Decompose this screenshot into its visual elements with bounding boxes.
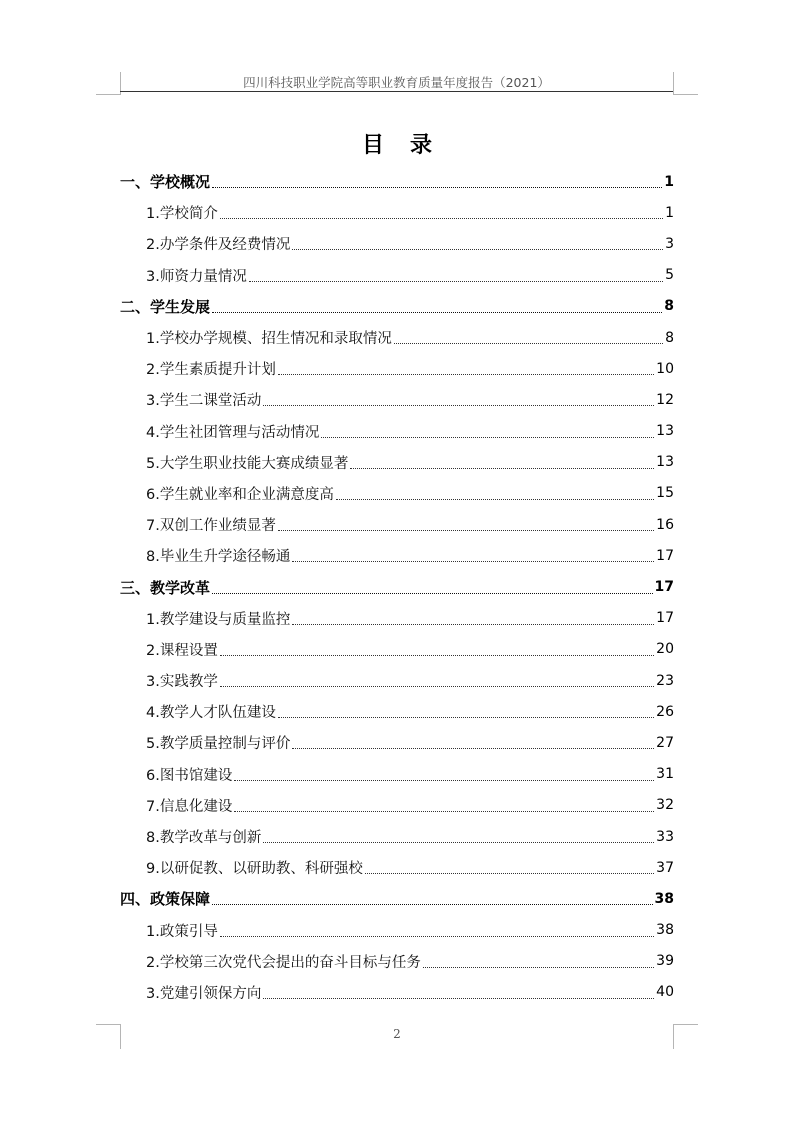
toc-dot-leader [292, 561, 654, 562]
toc-dot-leader [423, 967, 654, 968]
toc-entry-page-number: 12 [656, 391, 674, 408]
toc-entry-page-number: 39 [656, 953, 674, 970]
toc-entry-label: 5.大学生职业技能大赛成绩显著 [146, 455, 349, 472]
toc-dot-leader [212, 593, 653, 594]
toc-dot-leader [263, 842, 654, 843]
toc-entry-page-number: 20 [656, 641, 674, 658]
toc-subsection-entry[interactable] [120, 416, 674, 447]
toc-entry-label: 2.学校第三次党代会提出的奋斗目标与任务 [146, 954, 421, 971]
toc-dot-leader [394, 343, 663, 344]
toc-entry-page-number: 38 [654, 890, 674, 907]
page-number: 2 [393, 1027, 401, 1041]
table-of-contents [120, 166, 674, 1008]
toc-subsection-entry[interactable] [120, 665, 674, 696]
toc-entry-page-number: 8 [664, 298, 674, 315]
toc-entry-label: 6.图书馆建设 [146, 767, 233, 784]
toc-subsection-entry[interactable] [120, 977, 674, 1008]
toc-entry-label: 7.双创工作业绩显著 [146, 518, 276, 535]
toc-entry-label: 3.实践教学 [146, 674, 218, 691]
toc-entry-page-number: 8 [665, 329, 674, 346]
toc-dot-leader [234, 780, 654, 781]
toc-entry-page-number: 38 [656, 922, 674, 939]
toc-entry-label: 二、学生发展 [120, 297, 211, 316]
toc-entry-page-number: 27 [656, 734, 674, 751]
toc-entry-page-number: 26 [656, 703, 674, 720]
toc-subsection-entry[interactable] [120, 228, 674, 259]
toc-subsection-entry[interactable] [120, 915, 674, 946]
toc-entry-label: 7.信息化建设 [146, 798, 233, 815]
toc-dot-leader [220, 686, 654, 687]
toc-subsection-entry[interactable] [120, 696, 674, 727]
toc-entry-label: 8.教学改革与创新 [146, 830, 262, 847]
toc-dot-leader [278, 530, 654, 531]
toc-entry-label: 1.政策引导 [146, 923, 218, 940]
toc-entry-label: 9.以研促教、以研助教、科研强校 [146, 861, 363, 878]
toc-subsection-entry[interactable] [120, 603, 674, 634]
toc-dot-leader [212, 312, 662, 313]
toc-entry-page-number: 10 [656, 360, 674, 377]
toc-entry-page-number: 16 [656, 516, 674, 533]
toc-subsection-entry[interactable] [120, 478, 674, 509]
header-rule [120, 91, 673, 92]
toc-entry-label: 1.教学建设与质量监控 [146, 611, 291, 628]
toc-entry-page-number: 40 [656, 984, 674, 1001]
toc-dot-leader [350, 468, 654, 469]
toc-entry-page-number: 17 [654, 579, 674, 596]
toc-entry-page-number: 31 [656, 766, 674, 783]
toc-dot-leader [292, 249, 663, 250]
toc-subsection-entry[interactable] [120, 260, 674, 291]
crop-mark-top-right [673, 72, 698, 95]
toc-entry-label: 4.学生社团管理与活动情况 [146, 424, 320, 441]
toc-section-entry[interactable] [120, 571, 674, 602]
toc-dot-leader [212, 904, 653, 905]
toc-subsection-entry[interactable] [120, 790, 674, 821]
toc-entry-page-number: 5 [665, 267, 674, 284]
toc-dot-leader [212, 187, 662, 188]
toc-dot-leader [220, 936, 654, 937]
toc-entry-label: 一、学校概况 [120, 173, 211, 192]
toc-dot-leader [249, 281, 663, 282]
toc-entry-label: 6.学生就业率和企业满意度高 [146, 486, 334, 503]
toc-dot-leader [220, 655, 654, 656]
toc-subsection-entry[interactable] [120, 447, 674, 478]
toc-section-entry[interactable] [120, 291, 674, 322]
toc-subsection-entry[interactable] [120, 509, 674, 540]
toc-dot-leader [220, 218, 663, 219]
toc-entry-page-number: 32 [656, 797, 674, 814]
toc-entry-page-number: 13 [656, 454, 674, 471]
toc-entry-label: 2.课程设置 [146, 642, 218, 659]
toc-entry-page-number: 17 [656, 610, 674, 627]
toc-dot-leader [278, 374, 654, 375]
toc-entry-page-number: 37 [656, 859, 674, 876]
toc-entry-page-number: 23 [656, 672, 674, 689]
toc-subsection-entry[interactable] [120, 852, 674, 883]
toc-entry-page-number: 1 [664, 173, 674, 190]
toc-subsection-entry[interactable] [120, 353, 674, 384]
toc-dot-leader [263, 998, 654, 999]
toc-subsection-entry[interactable] [120, 197, 674, 228]
toc-subsection-entry[interactable] [120, 759, 674, 790]
toc-entry-label: 2.办学条件及经费情况 [146, 237, 291, 254]
toc-entry-label: 1.学校简介 [146, 206, 218, 223]
toc-subsection-entry[interactable] [120, 946, 674, 977]
toc-subsection-entry[interactable] [120, 322, 674, 353]
toc-entry-page-number: 13 [656, 423, 674, 440]
toc-entry-label: 1.学校办学规模、招生情况和录取情况 [146, 331, 392, 348]
toc-entry-label: 2.学生素质提升计划 [146, 362, 276, 379]
toc-subsection-entry[interactable] [120, 540, 674, 571]
toc-dot-leader [278, 717, 654, 718]
toc-entry-label: 8.毕业生升学途径畅通 [146, 549, 291, 566]
toc-dot-leader [292, 624, 654, 625]
toc-dot-leader [263, 405, 654, 406]
toc-title: 目录 [361, 132, 458, 158]
toc-entry-page-number: 3 [665, 235, 674, 252]
toc-entry-page-number: 17 [656, 547, 674, 564]
toc-section-entry[interactable] [120, 166, 674, 197]
toc-dot-leader [321, 437, 654, 438]
toc-entry-label: 三、教学改革 [120, 578, 211, 597]
toc-subsection-entry[interactable] [120, 634, 674, 665]
toc-entry-page-number: 15 [656, 485, 674, 502]
toc-subsection-entry[interactable] [120, 727, 674, 758]
toc-entry-page-number: 33 [656, 828, 674, 845]
toc-entry-label: 4.教学人才队伍建设 [146, 705, 276, 722]
toc-dot-leader [336, 499, 654, 500]
toc-entry-label: 3.党建引领保方向 [146, 985, 262, 1002]
crop-mark-top-left [96, 72, 121, 95]
toc-section-entry[interactable] [120, 883, 674, 914]
toc-entry-label: 3.学生二课堂活动 [146, 393, 262, 410]
running-header: 四川科技职业学院高等职业教育质量年度报告（2021） [243, 75, 550, 90]
toc-entry-label: 3.师资力量情况 [146, 268, 247, 285]
toc-subsection-entry[interactable] [120, 821, 674, 852]
toc-subsection-entry[interactable] [120, 384, 674, 415]
toc-dot-leader [234, 811, 654, 812]
toc-dot-leader [365, 873, 654, 874]
toc-entry-label: 四、政策保障 [120, 890, 211, 909]
toc-entry-label: 5.教学质量控制与评价 [146, 736, 291, 753]
toc-dot-leader [292, 748, 654, 749]
toc-entry-page-number: 1 [665, 204, 674, 221]
